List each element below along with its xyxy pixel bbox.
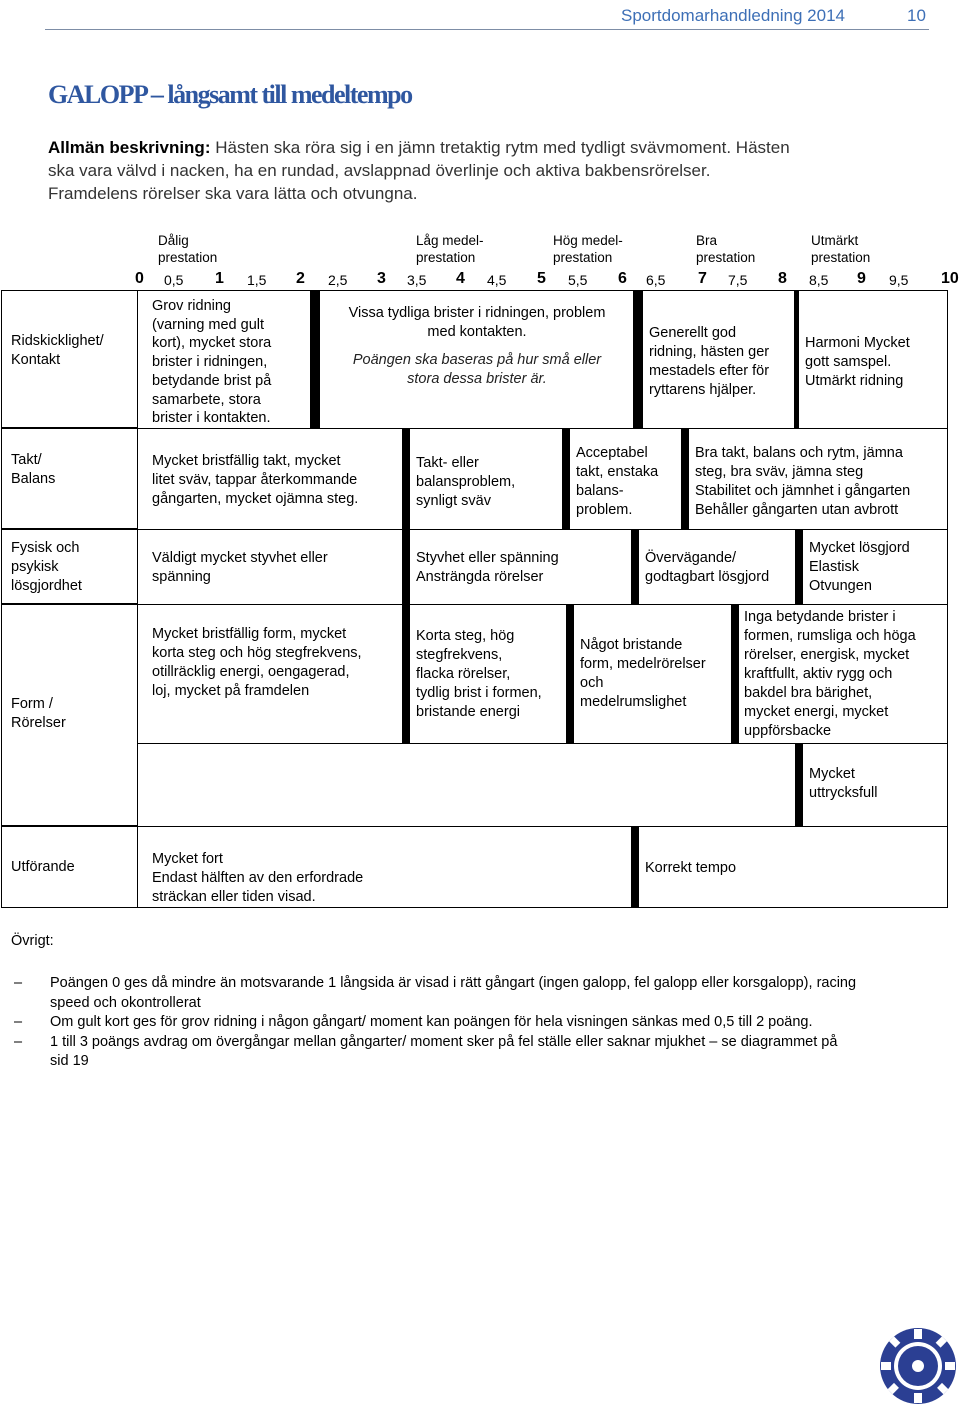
separator-bar xyxy=(631,826,639,908)
separator-bar xyxy=(795,529,803,604)
scale-value: 1,5 xyxy=(247,272,267,288)
row-label-utforande: Utförande xyxy=(11,859,75,875)
scale-value: 7,5 xyxy=(728,272,748,288)
intro-line-3: Framdelens rörelser ska vara lätta och otvungna. xyxy=(48,184,418,203)
list-item: – Poängen 0 ges då mindre än motsvarande 1 långsida är visad i rätt gångart (ingen galopp, fel galopp eller korsgalopp), racing speed och okontrollerat xyxy=(14,975,857,1011)
scale-value: 8 xyxy=(778,270,787,287)
cell-fysisk-low: Styvhet eller spänning Ansträngda rörelser xyxy=(416,550,559,585)
intro-paragraph xyxy=(48,136,948,205)
row-divider xyxy=(138,428,948,429)
separator-bar xyxy=(310,290,320,428)
intro-label: Allmän beskrivning: xyxy=(48,138,211,157)
separator-bar xyxy=(402,604,410,743)
list-item: – 1 till 3 poängs avdrag om övergångar mellan gångarter/ moment sker på fel ställe eller saknar mjukhet – se diagrammet på sid 19 xyxy=(14,1033,838,1069)
list-item: – Om gult kort ges för grov ridning i någon gångart/ moment kan poängen för hela visningen sänkas med 0,5 till 2 poäng. xyxy=(14,1014,813,1030)
scale-value: 7 xyxy=(698,270,707,287)
ovrigt-list xyxy=(14,974,954,1072)
cell-fysisk-good: Övervägande/ godtagbart lösgjord xyxy=(645,550,770,585)
row-label-ridskicklighet: Ridskicklighet/ Kontakt xyxy=(11,333,104,368)
cell-ridskicklighet-good: Generellt god ridning, hästen ger mestadels efter för ryttarens hjälper. xyxy=(649,325,770,398)
separator-bar xyxy=(731,604,739,743)
page-title: GALOPP – långsamt till medeltempo xyxy=(48,80,412,109)
cell-utforande-poor: Mycket fort Endast hälften av den erfordrade sträckan eller tiden visad. xyxy=(152,851,364,905)
scale-value: 9,5 xyxy=(889,272,909,288)
scale-value: 10 xyxy=(941,270,959,287)
scale-value: 2 xyxy=(296,270,305,287)
scale-value: 0,5 xyxy=(164,272,184,288)
row-label-form: Form / Rörelser xyxy=(11,696,66,731)
federation-logo xyxy=(878,1326,958,1406)
scale-value: 4 xyxy=(456,270,465,287)
cell-fysisk-excellent: Mycket lösgjord Elastisk Otvungen xyxy=(809,540,910,594)
scale-value: 4,5 xyxy=(487,272,507,288)
cell-form-poor: Mycket bristfällig form, mycket korta steg och hög stegfrekvens, otillräcklig energi, oengagerad, loj, mycket på framdelen xyxy=(152,626,362,699)
grade-high-medium: Hög medel- prestation xyxy=(553,233,623,265)
scale-value: 6,5 xyxy=(646,272,666,288)
cell-takt-good: Bra takt, balans och rytm, jämna steg, bra sväv, jämna steg Stabilitet och jämnhet i gångarten Behåller gångarten utan avbrott xyxy=(695,445,911,518)
separator-bar xyxy=(795,743,803,826)
separator-bar xyxy=(566,604,574,743)
separator-bar xyxy=(681,428,689,529)
separator-bar xyxy=(402,529,410,604)
scale-value: 5,5 xyxy=(568,272,588,288)
cell-takt-low: Takt- eller balansproblem, synligt sväv xyxy=(416,455,516,509)
header-rule xyxy=(45,29,929,30)
scale-value: 8,5 xyxy=(809,272,829,288)
cell-ridskicklighet-note: Poängen ska baseras på hur små eller stora dessa brister är. xyxy=(352,352,602,387)
row-divider xyxy=(138,604,948,605)
scale-value: 2,5 xyxy=(328,272,348,288)
row-label-takt: Takt/ Balans xyxy=(11,452,56,487)
cell-takt-poor: Mycket bristfällig takt, mycket litet sväv, tappar återkommande gångarten, mycket ojämna steg. xyxy=(152,453,359,507)
scale-value: 3,5 xyxy=(407,272,427,288)
cell-takt-medium: Acceptabel takt, enstaka balans- problem. xyxy=(576,445,659,518)
scale-value: 9 xyxy=(857,270,866,287)
cell-utforande-good: Korrekt tempo xyxy=(645,860,737,876)
grade-good: Bra prestation xyxy=(696,233,756,265)
scale-value: 0 xyxy=(135,270,144,287)
grade-excellent: Utmärkt prestation xyxy=(811,233,871,265)
ovrigt-label: Övrigt: xyxy=(11,933,54,949)
cell-ridskicklighet-poor: Grov ridning (varning med gult kort), mycket stora brister i ridningen, betydande brist på samarbete, stora brister i kontakten. xyxy=(152,298,272,427)
header-title: Sportdomarhandledning 2014 xyxy=(621,6,846,25)
scale-value: 3 xyxy=(377,270,386,287)
separator-bar xyxy=(633,290,643,428)
separator-bar xyxy=(794,290,799,428)
separator-bar xyxy=(631,529,639,604)
page-number: 10 xyxy=(907,6,926,25)
row-divider xyxy=(138,826,948,827)
separator-bar xyxy=(562,428,570,529)
grade-low-medium: Låg medel- prestation xyxy=(416,233,484,265)
cell-form-excellent: Mycket uttrycksfull xyxy=(809,766,878,801)
scale-value: 6 xyxy=(618,270,627,287)
row-divider xyxy=(138,529,948,530)
cell-ridskicklighet-medium: Vissa tydliga brister i ridningen, problem med kontakten. Poängen ska baseras på hur små eller stora dessa brister är. xyxy=(322,304,632,389)
separator-bar xyxy=(402,428,410,529)
cell-fysisk-poor: Väldigt mycket styvhet eller spänning xyxy=(152,550,328,585)
intro-line-2: ska vara välvd i nacken, ha en rundad, avslappnad överlinje och aktiva bakbensrörelser. xyxy=(48,161,711,180)
cell-ridskicklighet-excellent: Harmoni Mycket gott samspel. Utmärkt ridning xyxy=(805,335,910,389)
intro-line-1: Hästen ska röra sig i en jämn tretaktig rytm med tydligt svävmoment. Hästen xyxy=(215,138,790,157)
row-divider xyxy=(138,743,948,744)
scale-value: 1 xyxy=(215,270,224,287)
cell-form-good: Inga betydande brister i formen, rumsliga och höga rörelser, energisk, mycket kraftfullt, aktiv rygg och bakdel bra bärighet, mycket energi, mycket uppförsbacke xyxy=(744,609,916,739)
cell-form-low: Korta steg, hög stegfrekvens, flacka rörelser, tydlig brist i formen, bristande energi xyxy=(416,628,542,720)
cell-form-medium: Något bristande form, medelrörelser och medelrumslighet xyxy=(580,637,706,710)
scale-value: 5 xyxy=(537,270,546,287)
grade-poor: Dålig prestation xyxy=(158,233,218,265)
row-label-fysisk: Fysisk och psykisk lösgjordhet xyxy=(11,540,82,594)
